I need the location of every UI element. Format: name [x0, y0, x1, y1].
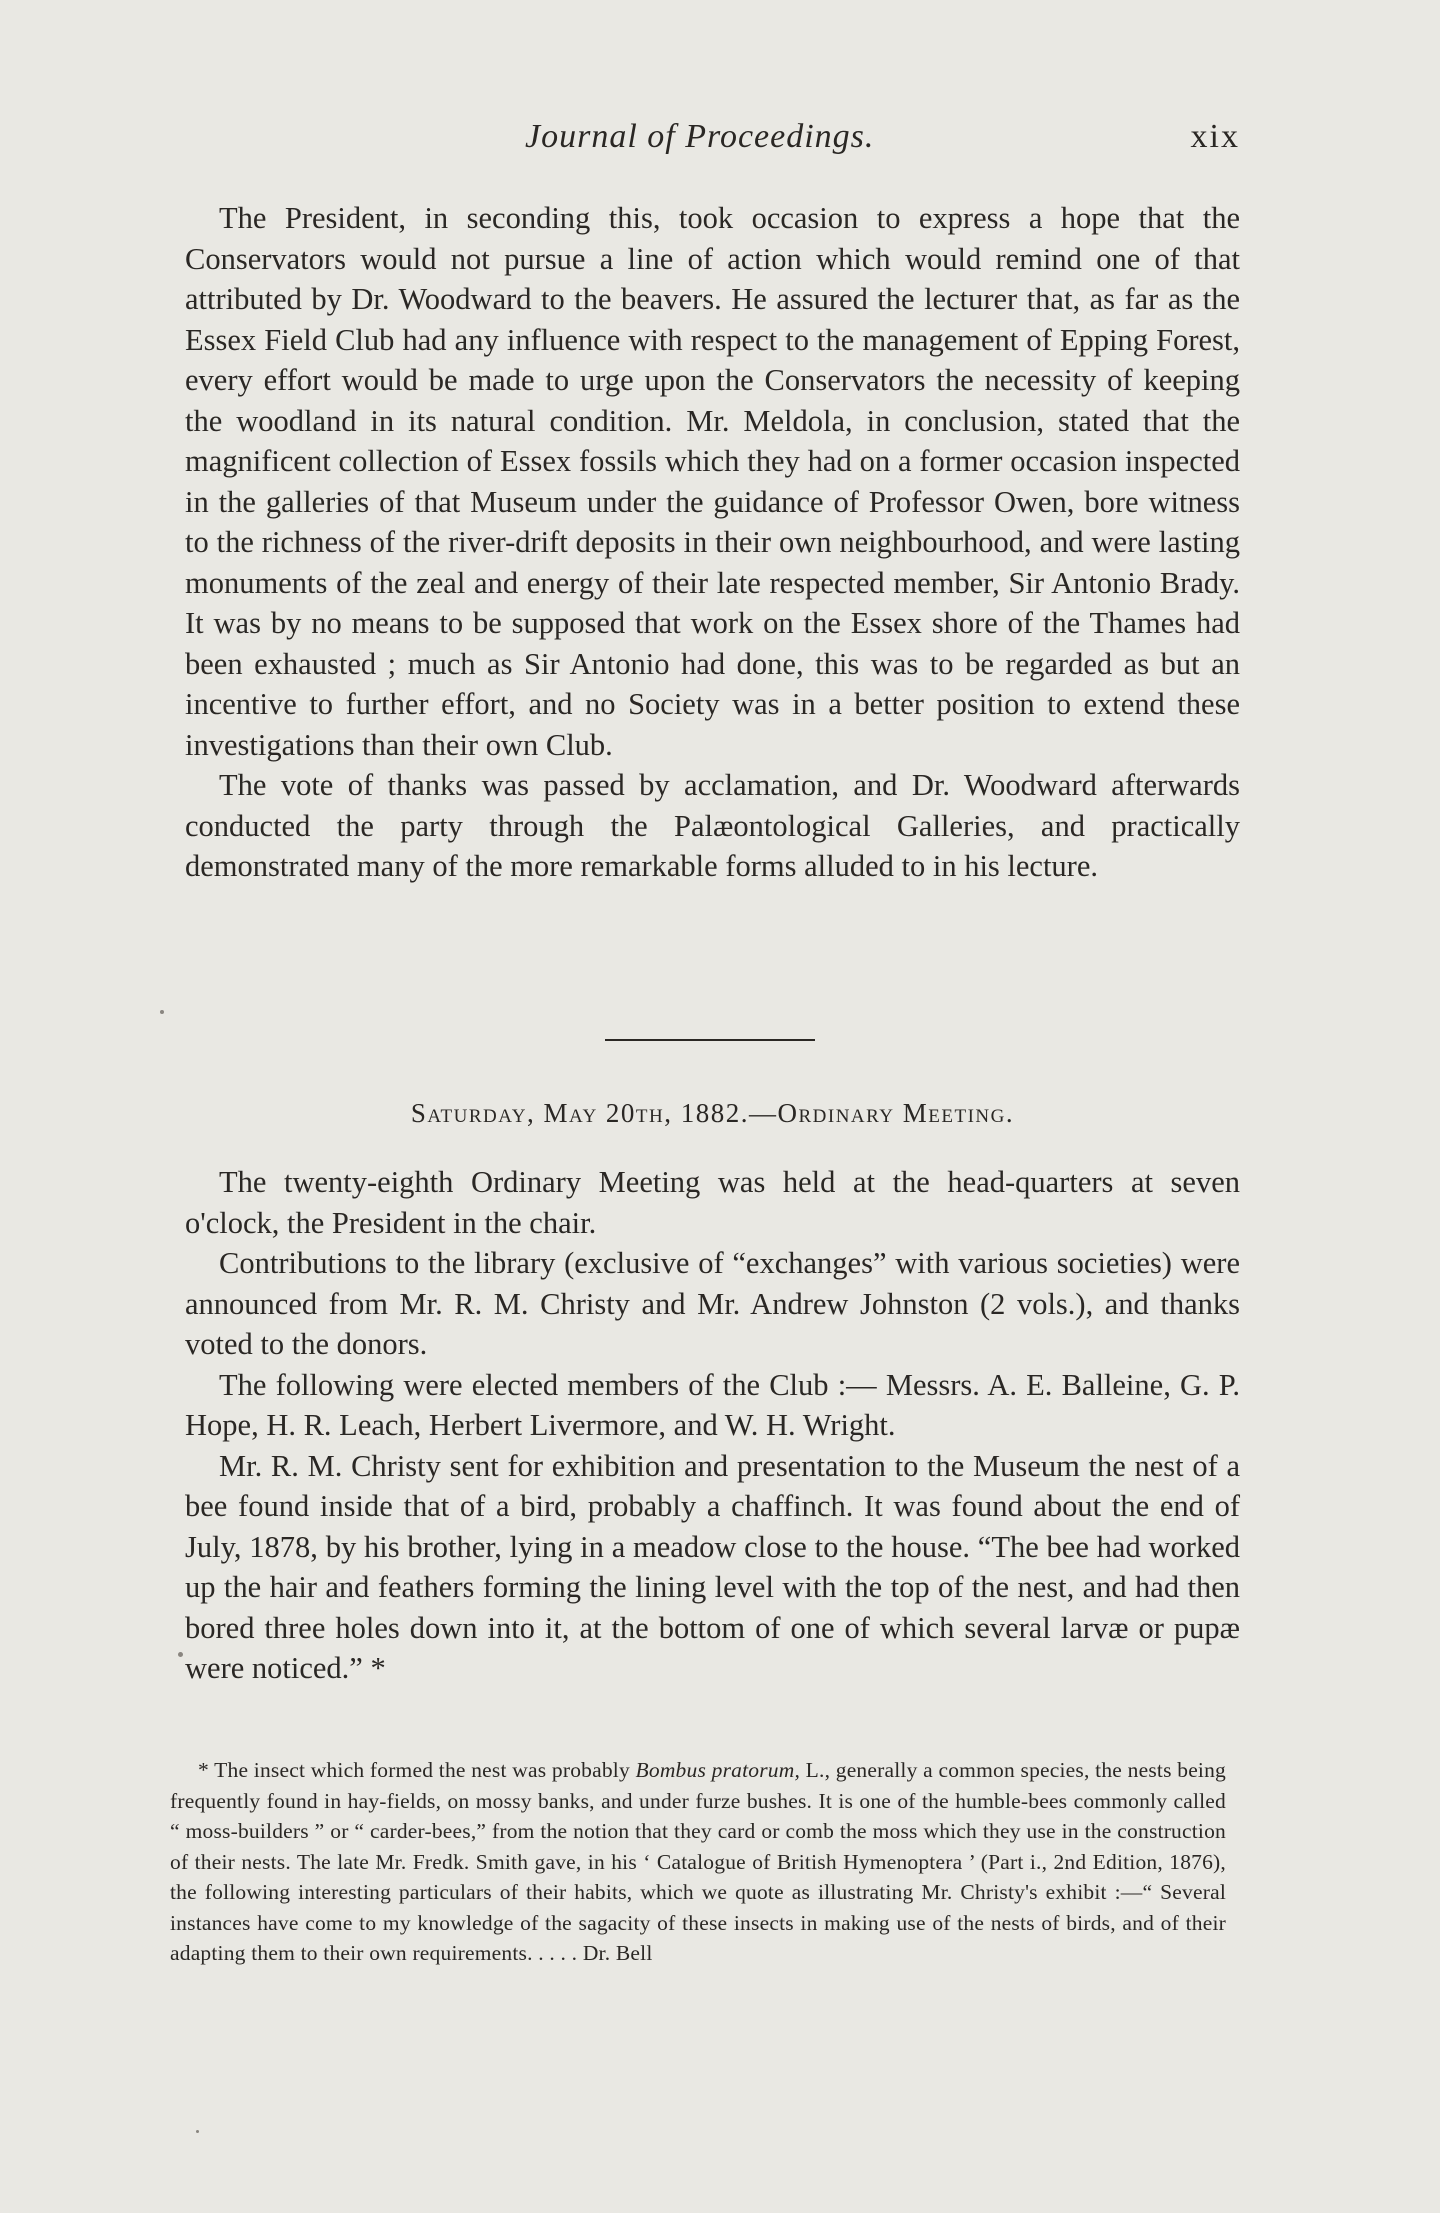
paragraph-members-elected: The following were elected members of the Club :— Messrs. A. E. Balleine, G. P. Hope, H. R. Leach, Herbert Livermore, and W. H. Wright. [185, 1367, 1240, 1442]
paragraph-library-contributions: Contributions to the library (exclusive of “exchanges” with various societies) were announced from Mr. R. M. Christy and Mr. Andrew Johnston (2 vols.), and thanks voted to the donors. [185, 1246, 1240, 1361]
paper-speck [178, 1652, 183, 1657]
paper-speck [160, 1010, 164, 1014]
meeting-minutes-text [185, 1162, 1240, 1689]
vote-of-thanks-text [185, 198, 1240, 887]
section-divider [605, 1039, 815, 1041]
footnote-lead: * The insect which formed the nest was probably [198, 1758, 630, 1782]
footnote [170, 1755, 1226, 1969]
running-head [185, 118, 1240, 168]
meeting-heading: Saturday, May 20th, 1882.—Ordinary Meeting. [410, 1098, 1015, 1128]
paragraph-president-seconding: The President, in seconding this, took occasion to express a hope that the Conservators would not pursue a line of action which would remind one of that attributed by Dr. Woodward to the beavers. He assured the lecturer that, as far as the Essex Field Club had any influence with respect to the management of Epping Forest, every effort would be made to urge upon the Conservators the necessity of keeping the woodland in its natural condition. Mr. Meldola, in conclusion, stated that the magnificent collection of Essex fossils which they had on a former occasion inspected in the galleries of that Museum under the guidance of Professor Owen, bore witness to the richness of the river-drift deposits in their own neighbourhood, and were lasting monuments of the zeal and energy of their late respected member, Sir Antonio Brady. It was by no means to be supposed that work on the Essex shore of the Thames had been exhausted ; much as Sir Antonio had done, this was to be regarded as but an incentive to further effort, and no Society was in a better position to extend these investigations than their own Club. [185, 201, 1240, 762]
paragraph-vote-of-thanks: The vote of thanks was passed by acclamation, and Dr. Woodward afterwards conducted the party through the Palæontological Galleries, and practically demonstrated many of the more remarkable forms alluded to in his lecture. [185, 768, 1240, 883]
paragraph-meeting-held: The twenty-eighth Ordinary Meeting was held at the head-quarters at seven o'clock, the President in the chair. [185, 1165, 1240, 1240]
paper-speck [196, 2130, 199, 2133]
footnote-rest: L., generally a common species, the nests being frequently found in hay-fields, on mossy banks, and under furze bushes. It is one of the humble-bees commonly called “ moss-builders ” or “ carder-bees,” from the notion that they card or comb the moss which they use in the construction of their nests. The late Mr. Fredk. Smith gave, in his ‘ Catalogue of British Hymenoptera ’ (Part i., 2nd Edition, 1876), the following interesting particulars of their habits, which we quote as illustrating Mr. Christy's exhibit :—“ Several instances have come to my knowledge of the sagacity of these insects in making use of the nests of birds, and of their adapting them to their own requirements. . . . . Dr. Bell [170, 1758, 1227, 1965]
page-number: xix [1190, 118, 1240, 155]
footnote-paragraph [170, 1755, 1226, 1969]
footnote-species-name: Bombus pratorum, [635, 1758, 801, 1782]
running-title: Journal of Proceedings. [525, 118, 875, 155]
paragraph-bee-nest-exhibit: Mr. R. M. Christy sent for exhibition and presentation to the Museum the nest of a bee found inside that of a bird, probably a chaffinch. It was found about the end of July, 1878, by his brother, lying in a meadow close to the house. “The bee had worked up the hair and feathers forming the lining level with the top of the nest, and had then bored three holes down into it, at the bottom of one of which several larvæ or pupæ were noticed.” * [185, 1448, 1240, 1685]
